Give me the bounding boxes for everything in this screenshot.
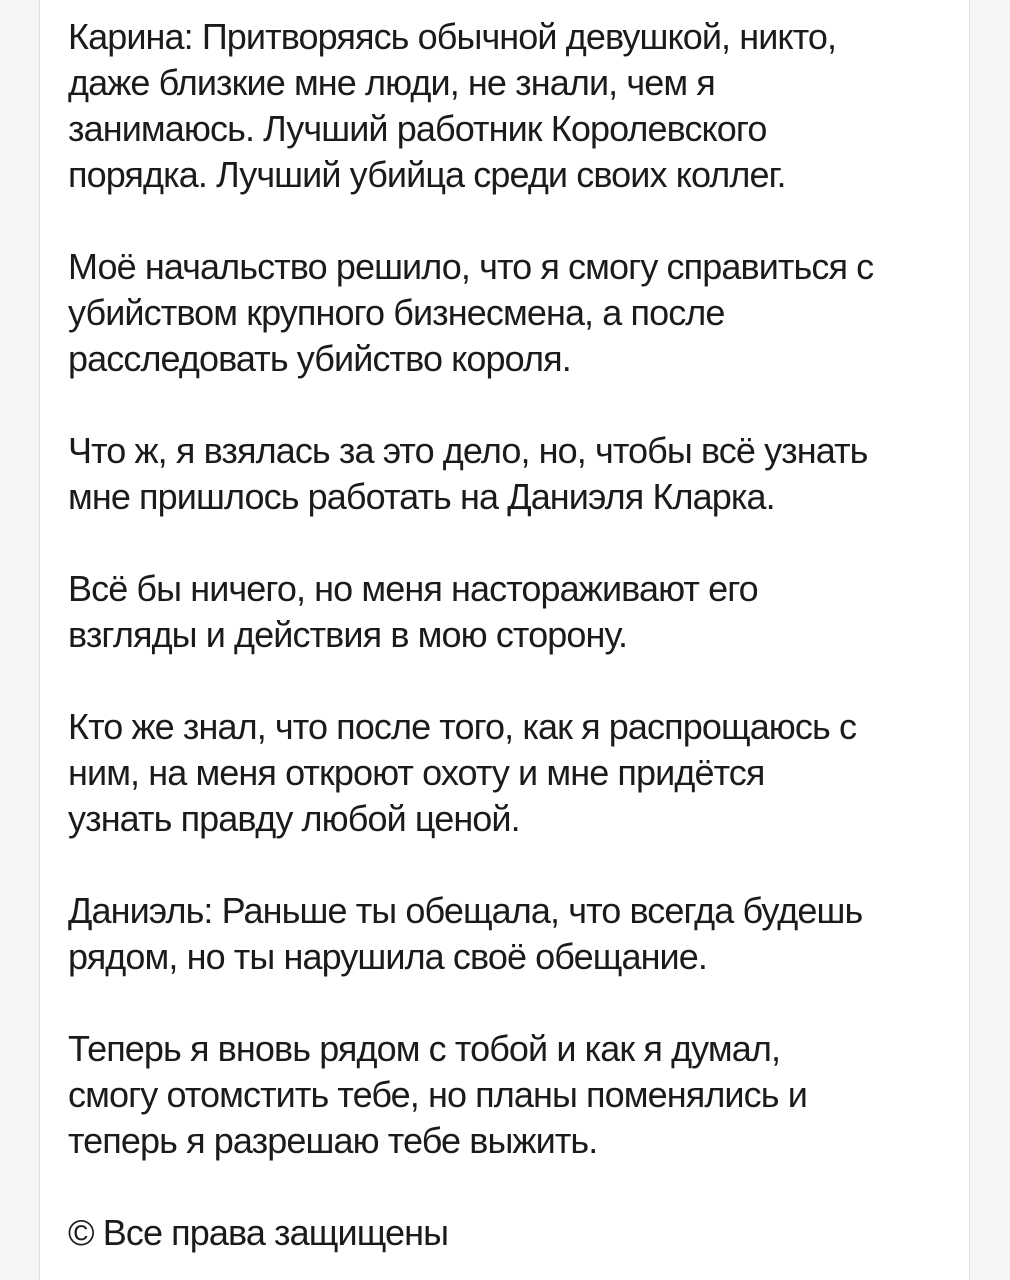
text-line: Даниэль: Раньше ты обещала, что всегда будешь [68,890,863,931]
text-line: убийством крупного бизнесмена, а после [68,292,725,333]
paragraph-hunt [68,704,958,842]
text-line: Всё бы ничего, но меня настораживают его [68,568,758,609]
text-line: смогу отомстить тебе, но планы поменялись и [68,1074,807,1115]
text-line: Кто же знал, что после того, как я распрощаюсь с [68,706,857,747]
text-line: мне пришлось работать на Даниэля Кларка. [68,476,775,517]
text-line: Моё начальство решило, что я смогу справиться с [68,246,874,287]
text-line: занимаюсь. Лучший работник Королевского [68,108,767,149]
text-line: теперь я разрешаю тебе выжить. [68,1120,598,1161]
paragraph-daniel [68,888,958,980]
paragraph-suspicion [68,566,958,658]
text-line: Что ж, я взялась за это дело, но, чтобы всё узнать [68,430,868,471]
paragraph-survive [68,1026,958,1164]
paragraph-karina-intro [68,14,958,198]
text-line: порядка. Лучший убийца среди своих коллег. [68,154,786,195]
post-card [39,0,970,1280]
text-line: рядом, но ты нарушила своё обещание. [68,936,707,977]
paragraph-work [68,428,958,520]
post-text [68,14,958,1256]
paragraph-assignment [68,244,958,382]
text-line: даже близкие мне люди, не знали, чем я [68,62,715,103]
text-line: Карина: Притворяясь обычной девушкой, никто, [68,16,837,57]
copyright-notice: © Все права защищены [68,1212,449,1253]
text-line: расследовать убийство короля. [68,338,571,379]
text-line: ним, на меня откроют охоту и мне придётся [68,752,765,793]
text-line: взгляды и действия в мою сторону. [68,614,628,655]
text-line: узнать правду любой ценой. [68,798,520,839]
text-line: Теперь я вновь рядом с тобой и как я думал, [68,1028,781,1069]
